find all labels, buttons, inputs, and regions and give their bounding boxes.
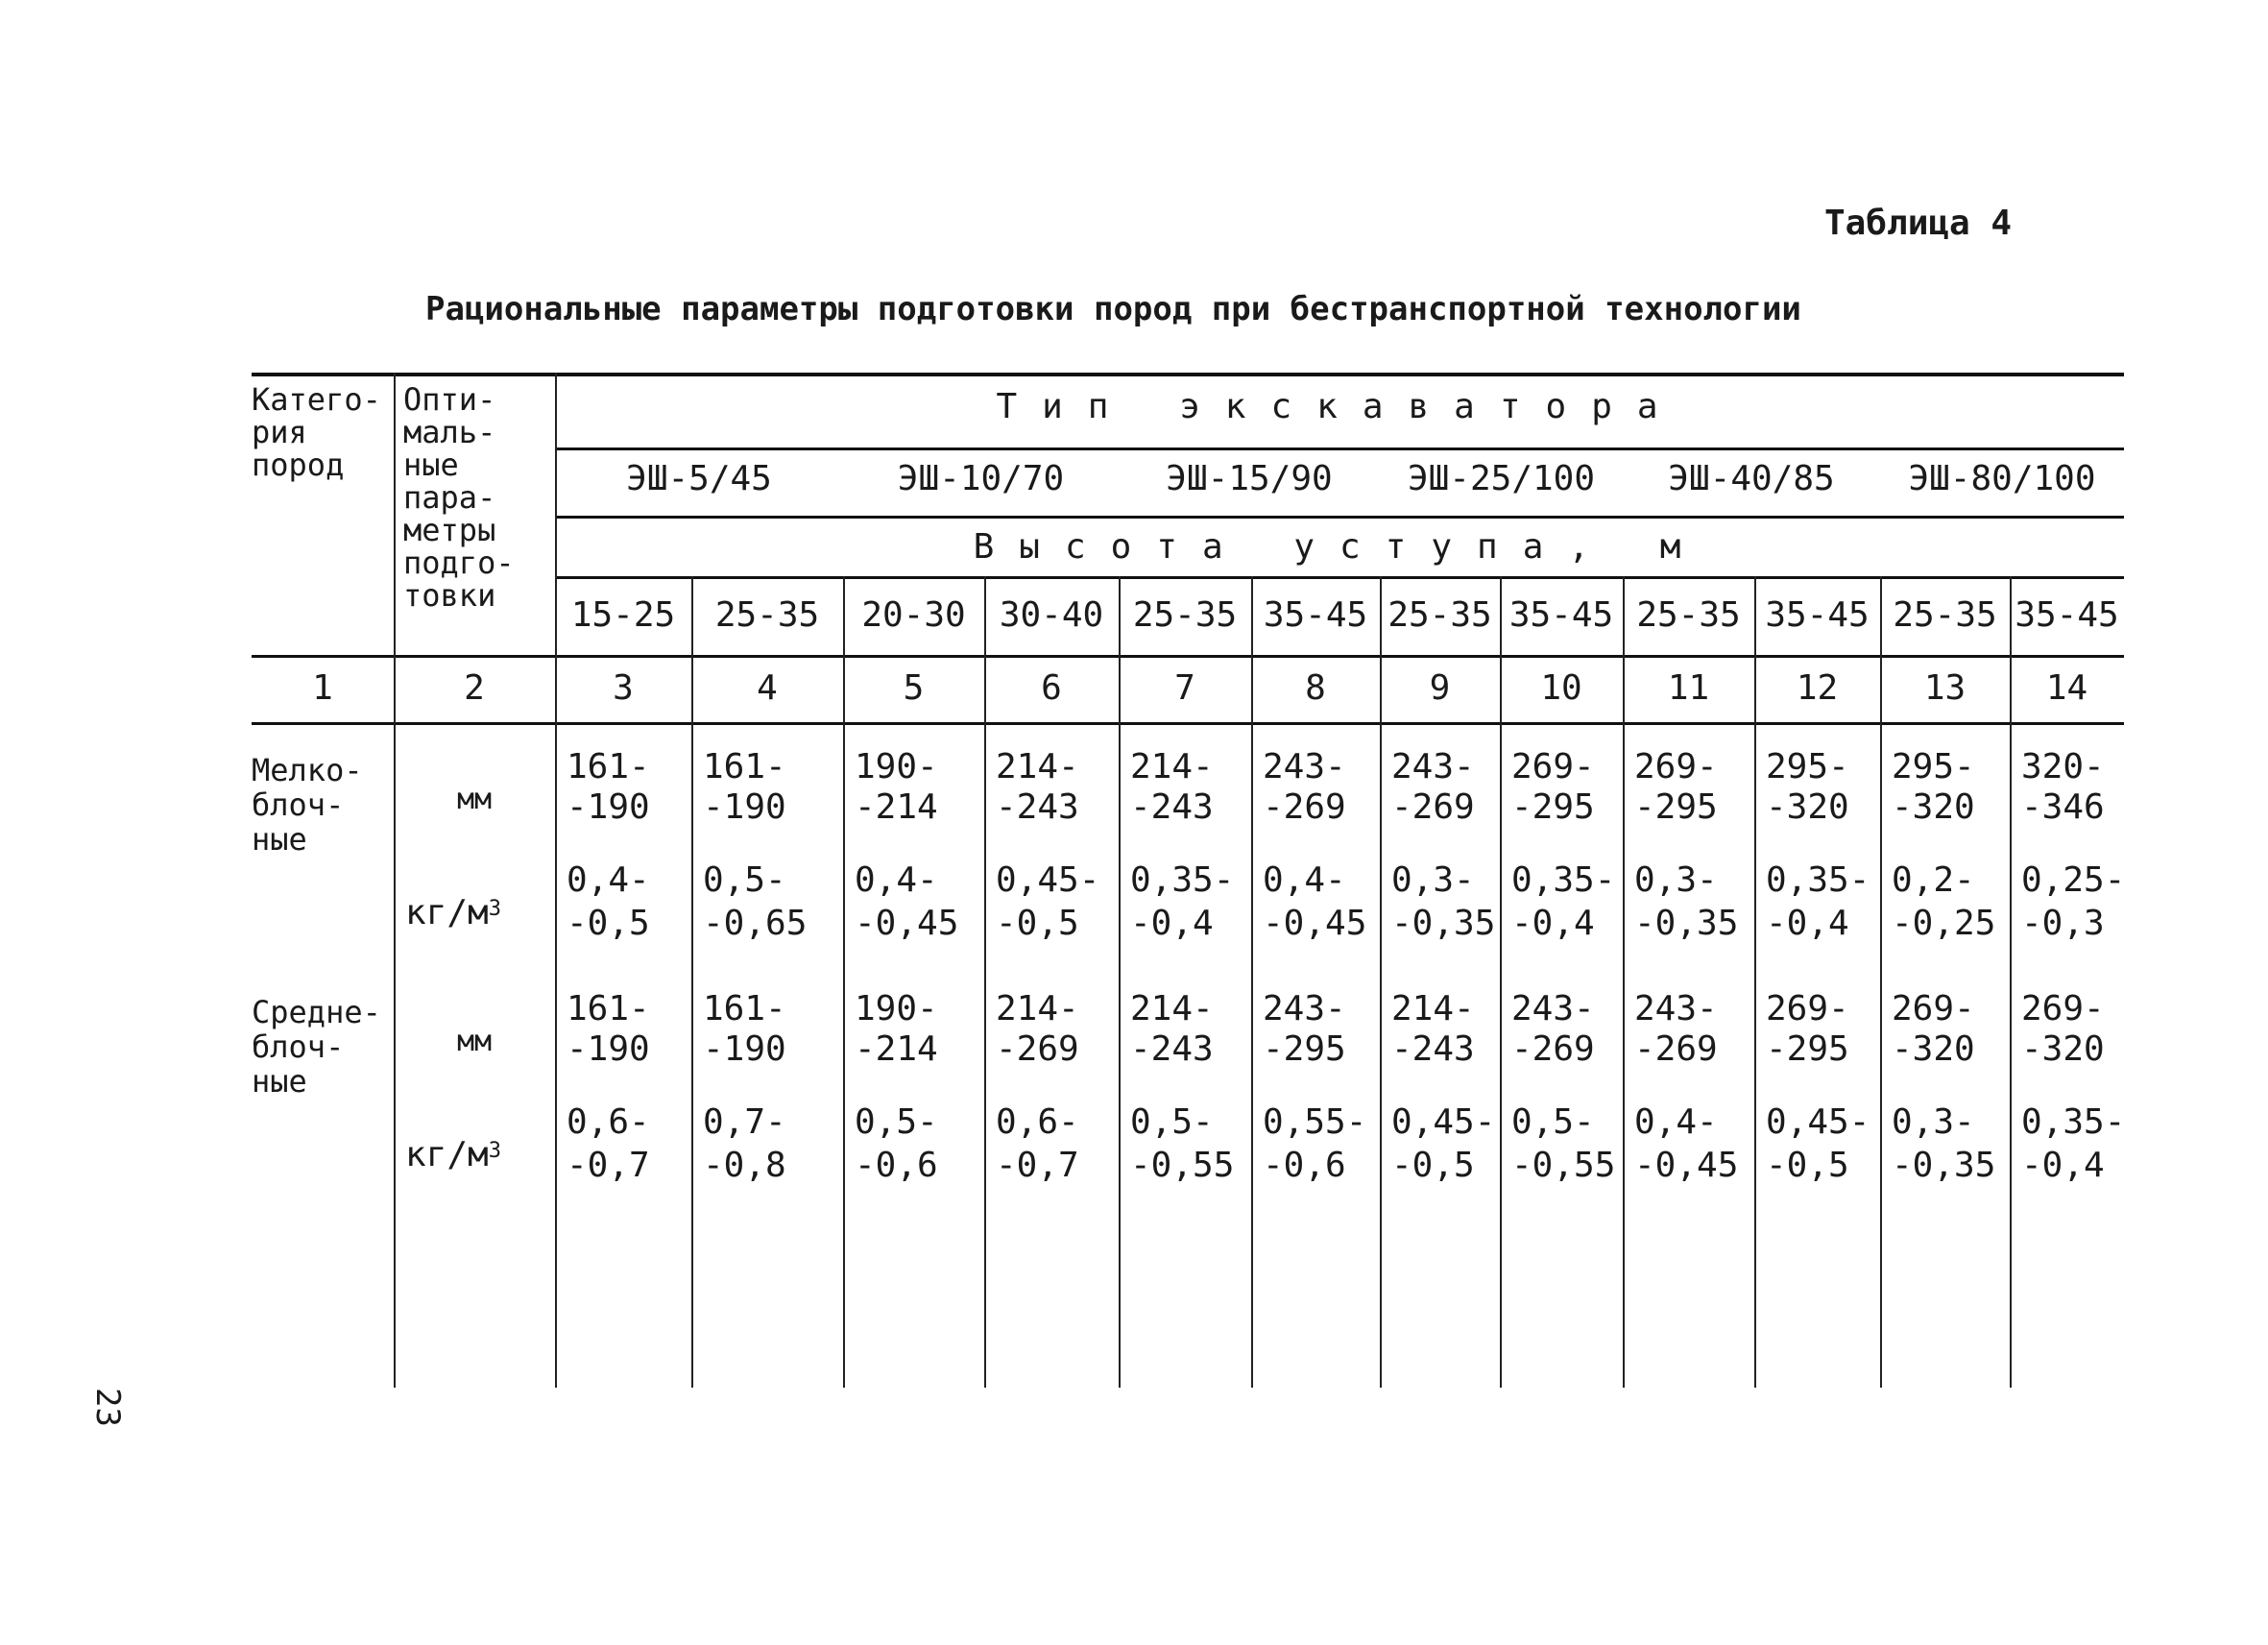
mm-value-from: 190- [855, 747, 938, 786]
mm-value-to: -269 [1263, 787, 1346, 827]
param-unit-mm: мм [456, 1025, 493, 1058]
mm-value-to: -320 [1892, 787, 1975, 827]
mm-value-from: 295- [1892, 747, 1975, 786]
kg-value-from: 0,3- [1391, 860, 1475, 900]
mm-value-to: -269 [1511, 1029, 1595, 1069]
col-divider [555, 373, 557, 1388]
param-unit-kg [405, 893, 555, 933]
mm-value-to: -295 [1766, 1029, 1849, 1069]
bench-height-value: 35-45 [2015, 595, 2119, 635]
mm-value-from: 243- [1263, 989, 1346, 1028]
kg-value-to: -0,35 [1391, 904, 1496, 943]
bench-height-value: 25-35 [1636, 595, 1741, 635]
mm-value-to: -346 [2021, 787, 2105, 827]
kg-value-from: 0,45- [1766, 1102, 1870, 1142]
excavator-model: ЭШ-25/100 [1407, 459, 1596, 498]
category-header-line: рия [252, 414, 307, 450]
kg-value-to: -0,7 [996, 1146, 1079, 1185]
mm-value-from: 214- [1391, 989, 1475, 1028]
kg-value-from: 0,6- [996, 1102, 1079, 1142]
mm-value-to: -295 [1263, 1029, 1346, 1069]
mm-value-to: -190 [703, 787, 786, 827]
param-unit-kg-text: кг/м [405, 1135, 489, 1174]
mm-value-to: -320 [1766, 787, 1849, 827]
kg-value-from: 0,35- [2021, 1102, 2126, 1142]
mm-value-to: -190 [567, 1029, 650, 1069]
mm-value-from: 214- [996, 989, 1079, 1028]
mm-value-to: -214 [855, 787, 938, 827]
mm-value-to: -269 [1391, 787, 1475, 827]
kg-value-from: 0,5- [855, 1102, 938, 1142]
kg-value-to: -0,35 [1892, 1146, 1996, 1185]
param-header-line: пара- [403, 479, 496, 516]
column-number: 11 [1667, 668, 1710, 708]
kg-value-to: -0,4 [2021, 1146, 2105, 1185]
param-header-line: маль- [403, 414, 496, 450]
row-category-line: ные [252, 1063, 307, 1100]
bench-height-value: 25-35 [1387, 595, 1492, 635]
table-title: Рациональные параметры подготовки пород при бестранспортной технологии [425, 290, 1801, 328]
mm-value-from: 161- [567, 989, 650, 1028]
bench-height-value: 25-35 [1893, 595, 1997, 635]
mm-value-from: 295- [1766, 747, 1849, 786]
kg-value-from: 0,6- [567, 1102, 650, 1142]
row-category-line: Средне- [252, 994, 381, 1030]
kg-value-from: 0,35- [1511, 860, 1616, 900]
excavator-model: ЭШ-80/100 [1908, 459, 2096, 498]
kg-value-from: 0,4- [1263, 860, 1346, 900]
mm-value-from: 320- [2021, 747, 2105, 786]
row-category-line: блоч- [252, 1028, 345, 1065]
mm-value-to: -320 [1892, 1029, 1975, 1069]
kg-value-to: -0,4 [1766, 904, 1849, 943]
kg-value-from: 0,5- [1130, 1102, 1214, 1142]
kg-value-from: 0,5- [1511, 1102, 1595, 1142]
column-number: 2 [464, 668, 485, 708]
kg-value-to: -0,5 [567, 904, 650, 943]
excavator-model: ЭШ-40/85 [1668, 459, 1835, 498]
column-number: 10 [1540, 668, 1582, 708]
column-number: 1 [312, 668, 333, 708]
kg-value-to: -0,55 [1511, 1146, 1616, 1185]
kg-value-from: 0,3- [1634, 860, 1718, 900]
mm-value-to: -295 [1634, 787, 1718, 827]
mm-value-from: 161- [567, 747, 650, 786]
excavator-model: ЭШ-5/45 [626, 459, 772, 498]
table-label: Таблица 4 [1824, 204, 2013, 243]
kg-value-to: -0,8 [703, 1146, 786, 1185]
mm-value-to: -320 [2021, 1029, 2105, 1069]
column-number: 8 [1305, 668, 1326, 708]
bench-height-value: 35-45 [1508, 595, 1614, 635]
kg-value-from: 0,35- [1766, 860, 1870, 900]
column-number: 13 [1923, 668, 1966, 708]
kg-value-from: 0,4- [855, 860, 938, 900]
param-header-line: подго- [403, 544, 515, 581]
param-unit-kg [405, 1135, 555, 1175]
param-unit-kg-text: кг/м [405, 893, 489, 932]
mm-value-to: -269 [1634, 1029, 1718, 1069]
mm-value-from: 269- [1892, 989, 1975, 1028]
kg-value-from: 0,45- [1391, 1102, 1496, 1142]
row-category-line: Мелко- [252, 752, 363, 788]
column-number: 7 [1174, 668, 1195, 708]
column-number: 14 [2045, 668, 2088, 708]
bench-height-header: Высота уступа, м [973, 527, 1706, 567]
mm-value-to: -243 [1130, 1029, 1214, 1069]
kg-value-to: -0,35 [1634, 904, 1739, 943]
kg-value-to: -0,5 [1391, 1146, 1475, 1185]
kg-value-to: -0,4 [1511, 904, 1595, 943]
mm-value-from: 269- [1766, 989, 1849, 1028]
column-number: 12 [1796, 668, 1839, 708]
mm-value-from: 269- [1511, 747, 1595, 786]
bench-height-value: 15-25 [570, 595, 676, 635]
kg-value-to: -0,5 [996, 904, 1079, 943]
mm-value-to: -243 [1130, 787, 1214, 827]
param-unit-mm: мм [456, 783, 493, 816]
mm-value-from: 243- [1263, 747, 1346, 786]
excavator-model: ЭШ-10/70 [897, 459, 1065, 498]
model-rule [555, 516, 2124, 519]
bench-height-value: 35-45 [1263, 595, 1368, 635]
mm-value-to: -243 [996, 787, 1079, 827]
col-divider [394, 373, 396, 1388]
kg-value-from: 0,3- [1892, 1102, 1975, 1142]
bench-height-value: 30-40 [999, 595, 1104, 635]
kg-value-to: -0,6 [1263, 1146, 1346, 1185]
kg-value-to: -0,55 [1130, 1146, 1235, 1185]
mm-value-from: 243- [1511, 989, 1595, 1028]
kg-value-to: -0,7 [567, 1146, 650, 1185]
kg-value-to: -0,5 [1766, 1146, 1849, 1185]
kg-value-from: 0,5- [703, 860, 786, 900]
category-header-line: пород [252, 447, 345, 483]
column-number: 6 [1041, 668, 1062, 708]
kg-value-to: -0,3 [2021, 904, 2105, 943]
column-number: 4 [757, 668, 778, 708]
mm-value-to: -190 [567, 787, 650, 827]
mm-value-from: 243- [1391, 747, 1475, 786]
type-rule [555, 448, 2124, 450]
page-number: 23 [88, 1388, 127, 1427]
mm-value-from: 190- [855, 989, 938, 1028]
excavator-type-header: Тип экскаватора [996, 387, 1683, 426]
column-number: 5 [903, 668, 925, 708]
row-category-line: ные [252, 821, 307, 858]
kg-value-from: 0,35- [1130, 860, 1235, 900]
mm-value-from: 214- [1130, 989, 1214, 1028]
bench-height-value: 35-45 [1765, 595, 1870, 635]
kg-value-from: 0,2- [1892, 860, 1975, 900]
kg-value-from: 0,7- [703, 1102, 786, 1142]
param-header-line: метры [403, 512, 496, 548]
bench-height-value: 20-30 [861, 595, 966, 635]
mm-value-from: 214- [1130, 747, 1214, 786]
row-category-line: блоч- [252, 786, 345, 823]
kg-value-from: 0,25- [2021, 860, 2126, 900]
mm-value-from: 269- [2021, 989, 2105, 1028]
mm-value-to: -190 [703, 1029, 786, 1069]
column-number: 3 [613, 668, 634, 708]
kg-value-to: -0,25 [1892, 904, 1996, 943]
kg-value-to: -0,65 [703, 904, 808, 943]
excavator-model: ЭШ-15/90 [1166, 459, 1333, 498]
mm-value-from: 269- [1634, 747, 1718, 786]
column-number: 9 [1429, 668, 1451, 708]
param-header-line: Опти- [403, 381, 496, 418]
mm-value-from: 161- [703, 747, 786, 786]
kg-value-from: 0,4- [1634, 1102, 1718, 1142]
param-header-line: ные [403, 447, 459, 483]
param-unit-kg-superscript: 3 [488, 897, 501, 921]
numbers-bottom-rule [252, 722, 2124, 725]
mm-value-from: 243- [1634, 989, 1718, 1028]
mm-value-to: -214 [855, 1029, 938, 1069]
kg-value-to: -0,45 [1263, 904, 1367, 943]
param-header-line: товки [403, 577, 496, 614]
kg-value-to: -0,45 [855, 904, 959, 943]
mm-value-from: 161- [703, 989, 786, 1028]
kg-value-to: -0,6 [855, 1146, 938, 1185]
param-unit-kg-superscript: 3 [488, 1139, 501, 1163]
category-header-line: Катего- [252, 381, 381, 418]
kg-value-from: 0,45- [996, 860, 1100, 900]
bench-height-value: 25-35 [1132, 595, 1238, 635]
table-top-rule [252, 373, 2124, 376]
bench-rule [555, 576, 2124, 579]
mm-value-to: -243 [1391, 1029, 1475, 1069]
bench-height-value: 25-35 [714, 595, 820, 635]
kg-value-to: -0,4 [1130, 904, 1214, 943]
kg-value-from: 0,55- [1263, 1102, 1367, 1142]
kg-value-to: -0,45 [1634, 1146, 1739, 1185]
header-bottom-rule [252, 655, 2124, 658]
mm-value-to: -269 [996, 1029, 1079, 1069]
mm-value-to: -295 [1511, 787, 1595, 827]
mm-value-from: 214- [996, 747, 1079, 786]
kg-value-from: 0,4- [567, 860, 650, 900]
